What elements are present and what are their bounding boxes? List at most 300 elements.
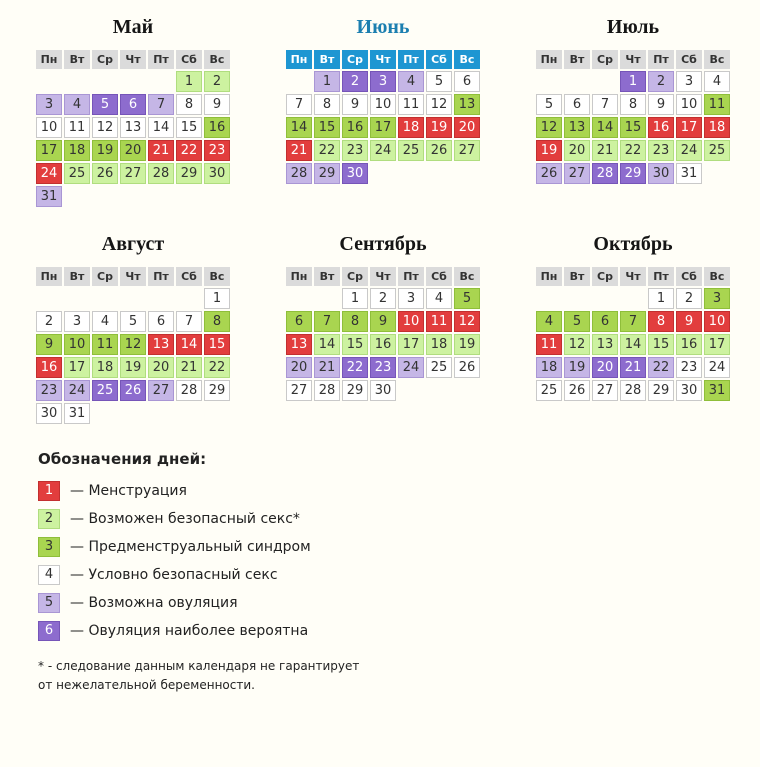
day-cell: 21 (176, 357, 202, 378)
weekday-header: Ср (592, 50, 618, 69)
day-cell: 17 (64, 357, 90, 378)
empty-cell (620, 288, 646, 309)
day-cell: 26 (92, 163, 118, 184)
day-cell: 20 (592, 357, 618, 378)
day-cell: 9 (204, 94, 230, 115)
weekday-header: Вс (704, 267, 730, 286)
day-cell: 17 (398, 334, 424, 355)
weekday-header: Сб (676, 267, 702, 286)
day-cell: 28 (148, 163, 174, 184)
empty-cell (36, 71, 62, 92)
weekday-header: Сб (426, 267, 452, 286)
day-cell: 16 (342, 117, 368, 138)
legend-swatch: 1 (38, 481, 60, 501)
empty-cell (176, 403, 202, 424)
day-cell: 18 (398, 117, 424, 138)
weekday-header: Вс (204, 267, 230, 286)
day-cell: 22 (204, 357, 230, 378)
day-cell: 6 (454, 71, 480, 92)
day-cell: 25 (536, 380, 562, 401)
day-cell: 11 (64, 117, 90, 138)
day-cell: 10 (36, 117, 62, 138)
day-cell: 8 (648, 311, 674, 332)
day-cell: 17 (36, 140, 62, 161)
empty-cell (92, 186, 118, 207)
day-cell: 26 (454, 357, 480, 378)
footnote (0, 657, 760, 694)
day-cell: 10 (676, 94, 702, 115)
empty-cell (36, 288, 62, 309)
legend-label: — Овуляция наиболее вероятна (70, 623, 309, 639)
day-cell: 9 (342, 94, 368, 115)
day-cell: 15 (176, 117, 202, 138)
month-table (34, 265, 232, 426)
legend-label: — Возможна овуляция (70, 595, 238, 611)
weekday-header: Чт (620, 50, 646, 69)
day-cell: 4 (426, 288, 452, 309)
day-cell: 29 (620, 163, 646, 184)
day-cell: 22 (620, 140, 646, 161)
day-cell: 24 (64, 380, 90, 401)
legend-swatch: 5 (38, 593, 60, 613)
day-cell: 20 (120, 140, 146, 161)
day-cell: 2 (676, 288, 702, 309)
month-table (284, 48, 482, 186)
empty-cell (64, 288, 90, 309)
empty-cell (120, 403, 146, 424)
legend-items (38, 481, 760, 641)
day-cell: 12 (454, 311, 480, 332)
legend (0, 450, 760, 641)
day-cell: 23 (676, 357, 702, 378)
day-cell: 27 (120, 163, 146, 184)
day-cell: 5 (92, 94, 118, 115)
weekday-header: Чт (120, 267, 146, 286)
day-cell: 22 (648, 357, 674, 378)
day-cell: 6 (592, 311, 618, 332)
empty-cell (426, 163, 452, 184)
day-cell: 4 (92, 311, 118, 332)
day-cell: 1 (648, 288, 674, 309)
day-cell: 11 (704, 94, 730, 115)
day-cell: 20 (286, 357, 312, 378)
empty-cell (370, 163, 396, 184)
day-cell: 25 (704, 140, 730, 161)
day-cell: 25 (64, 163, 90, 184)
day-cell: 11 (426, 311, 452, 332)
empty-cell (426, 380, 452, 401)
weekday-header: Вт (314, 50, 340, 69)
day-cell: 13 (564, 117, 590, 138)
day-cell: 27 (564, 163, 590, 184)
day-cell: 8 (342, 311, 368, 332)
weekday-header: Пн (36, 267, 62, 286)
empty-cell (64, 186, 90, 207)
empty-cell (592, 71, 618, 92)
day-cell: 23 (370, 357, 396, 378)
weekday-header: Пн (286, 267, 312, 286)
legend-label: — Менструация (70, 483, 187, 499)
day-cell: 27 (286, 380, 312, 401)
day-cell: 7 (620, 311, 646, 332)
day-cell: 1 (342, 288, 368, 309)
weekday-header: Ср (342, 50, 368, 69)
month-table (534, 48, 732, 186)
legend-label: — Предменструальный синдром (70, 539, 311, 555)
empty-cell (92, 288, 118, 309)
empty-cell (120, 288, 146, 309)
day-cell: 3 (676, 71, 702, 92)
weekday-header: Сб (176, 50, 202, 69)
legend-item (38, 621, 760, 641)
empty-cell (536, 71, 562, 92)
day-cell: 23 (342, 140, 368, 161)
day-cell: 12 (92, 117, 118, 138)
day-cell: 29 (176, 163, 202, 184)
weekday-header: Чт (370, 50, 396, 69)
day-cell: 5 (426, 71, 452, 92)
day-cell: 18 (704, 117, 730, 138)
day-cell: 30 (204, 163, 230, 184)
day-cell: 1 (204, 288, 230, 309)
day-cell: 18 (536, 357, 562, 378)
day-cell: 9 (370, 311, 396, 332)
day-cell: 19 (426, 117, 452, 138)
month-4 (30, 223, 236, 426)
day-cell: 11 (92, 334, 118, 355)
day-cell: 15 (204, 334, 230, 355)
day-cell: 20 (148, 357, 174, 378)
day-cell: 31 (704, 380, 730, 401)
weekday-header: Пн (536, 50, 562, 69)
day-cell: 2 (342, 71, 368, 92)
day-cell: 18 (426, 334, 452, 355)
day-cell: 19 (454, 334, 480, 355)
day-cell: 28 (620, 380, 646, 401)
day-cell: 29 (342, 380, 368, 401)
legend-swatch: 4 (38, 565, 60, 585)
day-cell: 10 (398, 311, 424, 332)
day-cell: 31 (36, 186, 62, 207)
legend-item (38, 565, 760, 585)
month-title: Сентябрь (339, 233, 427, 255)
legend-item (38, 593, 760, 613)
empty-cell (286, 71, 312, 92)
day-cell: 26 (426, 140, 452, 161)
day-cell: 10 (370, 94, 396, 115)
day-cell: 2 (36, 311, 62, 332)
day-cell: 23 (36, 380, 62, 401)
legend-label: — Условно безопасный секс (70, 567, 278, 583)
day-cell: 21 (314, 357, 340, 378)
day-cell: 18 (92, 357, 118, 378)
weekday-header: Сб (176, 267, 202, 286)
day-cell: 4 (64, 94, 90, 115)
day-cell: 26 (564, 380, 590, 401)
day-cell: 30 (342, 163, 368, 184)
day-cell: 9 (36, 334, 62, 355)
day-cell: 18 (64, 140, 90, 161)
empty-cell (564, 71, 590, 92)
weekday-header: Пт (648, 267, 674, 286)
empty-cell (398, 380, 424, 401)
day-cell: 12 (564, 334, 590, 355)
month-table (34, 48, 232, 209)
weekday-header: Вт (564, 267, 590, 286)
day-cell: 3 (398, 288, 424, 309)
day-cell: 15 (314, 117, 340, 138)
day-cell: 30 (648, 163, 674, 184)
day-cell: 31 (64, 403, 90, 424)
empty-cell (120, 186, 146, 207)
day-cell: 3 (64, 311, 90, 332)
day-cell: 30 (36, 403, 62, 424)
day-cell: 3 (704, 288, 730, 309)
day-cell: 5 (120, 311, 146, 332)
day-cell: 23 (204, 140, 230, 161)
legend-swatch: 3 (38, 537, 60, 557)
month-6 (530, 223, 736, 426)
day-cell: 13 (592, 334, 618, 355)
day-cell: 25 (426, 357, 452, 378)
day-cell: 24 (398, 357, 424, 378)
month-title: Июль (606, 16, 660, 38)
day-cell: 24 (370, 140, 396, 161)
day-cell: 25 (92, 380, 118, 401)
weekday-header: Ср (592, 267, 618, 286)
legend-item (38, 509, 760, 529)
month-table (534, 265, 732, 403)
month-3 (530, 6, 736, 209)
day-cell: 7 (314, 311, 340, 332)
empty-cell (120, 71, 146, 92)
day-cell: 2 (370, 288, 396, 309)
day-cell: 26 (536, 163, 562, 184)
day-cell: 29 (314, 163, 340, 184)
day-cell: 23 (648, 140, 674, 161)
day-cell: 15 (620, 117, 646, 138)
empty-cell (92, 403, 118, 424)
weekday-header: Вс (454, 50, 480, 69)
day-cell: 17 (676, 117, 702, 138)
day-cell: 17 (704, 334, 730, 355)
day-cell: 4 (704, 71, 730, 92)
day-cell: 3 (370, 71, 396, 92)
day-cell: 29 (648, 380, 674, 401)
legend-swatch: 2 (38, 509, 60, 529)
weekday-header: Ср (342, 267, 368, 286)
day-cell: 27 (592, 380, 618, 401)
empty-cell (148, 288, 174, 309)
day-cell: 30 (370, 380, 396, 401)
day-cell: 13 (286, 334, 312, 355)
day-cell: 14 (620, 334, 646, 355)
day-cell: 19 (536, 140, 562, 161)
weekday-header: Чт (370, 267, 396, 286)
weekday-header: Вс (704, 50, 730, 69)
day-cell: 5 (564, 311, 590, 332)
day-cell: 4 (398, 71, 424, 92)
day-cell: 20 (454, 117, 480, 138)
weekday-header: Пт (398, 267, 424, 286)
day-cell: 14 (148, 117, 174, 138)
month-title: Октябрь (593, 233, 673, 255)
day-cell: 8 (314, 94, 340, 115)
day-cell: 6 (286, 311, 312, 332)
day-cell: 10 (704, 311, 730, 332)
empty-cell (704, 163, 730, 184)
day-cell: 27 (148, 380, 174, 401)
empty-cell (592, 288, 618, 309)
weekday-header: Ср (92, 267, 118, 286)
day-cell: 6 (148, 311, 174, 332)
day-cell: 14 (592, 117, 618, 138)
legend-item (38, 481, 760, 501)
day-cell: 29 (204, 380, 230, 401)
weekday-header: Вт (64, 267, 90, 286)
day-cell: 19 (92, 140, 118, 161)
legend-swatch: 6 (38, 621, 60, 641)
day-cell: 1 (314, 71, 340, 92)
day-cell: 22 (314, 140, 340, 161)
month-5 (280, 223, 486, 426)
empty-cell (398, 163, 424, 184)
weekday-header: Сб (426, 50, 452, 69)
day-cell: 28 (176, 380, 202, 401)
day-cell: 2 (648, 71, 674, 92)
day-cell: 6 (564, 94, 590, 115)
day-cell: 28 (314, 380, 340, 401)
month-table (284, 265, 482, 403)
day-cell: 16 (370, 334, 396, 355)
empty-cell (204, 403, 230, 424)
day-cell: 19 (120, 357, 146, 378)
day-cell: 16 (204, 117, 230, 138)
empty-cell (176, 288, 202, 309)
empty-cell (454, 163, 480, 184)
day-cell: 1 (620, 71, 646, 92)
weekday-header: Пт (398, 50, 424, 69)
empty-cell (564, 288, 590, 309)
empty-cell (148, 403, 174, 424)
weekday-header: Ср (92, 50, 118, 69)
weekday-header: Пт (648, 50, 674, 69)
day-cell: 5 (454, 288, 480, 309)
empty-cell (454, 380, 480, 401)
day-cell: 11 (536, 334, 562, 355)
day-cell: 9 (648, 94, 674, 115)
empty-cell (536, 288, 562, 309)
legend-item (38, 537, 760, 557)
day-cell: 24 (676, 140, 702, 161)
day-cell: 14 (314, 334, 340, 355)
weekday-header: Пн (536, 267, 562, 286)
day-cell: 28 (286, 163, 312, 184)
day-cell: 25 (398, 140, 424, 161)
day-cell: 11 (398, 94, 424, 115)
day-cell: 21 (148, 140, 174, 161)
month-2 (280, 6, 486, 209)
day-cell: 8 (176, 94, 202, 115)
day-cell: 21 (592, 140, 618, 161)
day-cell: 14 (176, 334, 202, 355)
day-cell: 22 (342, 357, 368, 378)
empty-cell (92, 71, 118, 92)
month-title: Май (112, 16, 154, 38)
day-cell: 24 (704, 357, 730, 378)
day-cell: 12 (120, 334, 146, 355)
weekday-header: Пн (36, 50, 62, 69)
day-cell: 26 (120, 380, 146, 401)
month-1 (30, 6, 236, 209)
day-cell: 16 (676, 334, 702, 355)
footnote-line-2: от нежелательной беременности. (38, 677, 255, 692)
weekday-header: Вс (454, 267, 480, 286)
empty-cell (148, 71, 174, 92)
day-cell: 6 (120, 94, 146, 115)
day-cell: 27 (454, 140, 480, 161)
day-cell: 7 (148, 94, 174, 115)
day-cell: 15 (342, 334, 368, 355)
weekday-header: Сб (676, 50, 702, 69)
month-title: Август (101, 233, 165, 255)
empty-cell (314, 288, 340, 309)
day-cell: 4 (536, 311, 562, 332)
day-cell: 8 (204, 311, 230, 332)
day-cell: 20 (564, 140, 590, 161)
weekday-header: Вт (564, 50, 590, 69)
legend-title: Обозначения дней: (38, 450, 207, 468)
footnote-line-1: * - следование данным календаря не гарантирует (38, 659, 360, 673)
weekday-header: Пт (148, 50, 174, 69)
day-cell: 3 (36, 94, 62, 115)
day-cell: 22 (176, 140, 202, 161)
weekday-header: Пт (148, 267, 174, 286)
day-cell: 13 (148, 334, 174, 355)
empty-cell (204, 186, 230, 207)
day-cell: 1 (176, 71, 202, 92)
weekday-header: Вт (64, 50, 90, 69)
day-cell: 8 (620, 94, 646, 115)
day-cell: 21 (620, 357, 646, 378)
day-cell: 19 (564, 357, 590, 378)
day-cell: 5 (536, 94, 562, 115)
empty-cell (286, 288, 312, 309)
empty-cell (148, 186, 174, 207)
weekday-header: Чт (120, 50, 146, 69)
weekday-header: Вс (204, 50, 230, 69)
day-cell: 9 (676, 311, 702, 332)
day-cell: 7 (592, 94, 618, 115)
weekday-header: Чт (620, 267, 646, 286)
day-cell: 15 (648, 334, 674, 355)
weekday-header: Пн (286, 50, 312, 69)
day-cell: 16 (36, 357, 62, 378)
day-cell: 10 (64, 334, 90, 355)
day-cell: 30 (676, 380, 702, 401)
weekday-header: Вт (314, 267, 340, 286)
day-cell: 12 (536, 117, 562, 138)
empty-cell (64, 71, 90, 92)
day-cell: 2 (204, 71, 230, 92)
day-cell: 7 (176, 311, 202, 332)
day-cell: 14 (286, 117, 312, 138)
day-cell: 13 (454, 94, 480, 115)
day-cell: 12 (426, 94, 452, 115)
day-cell: 31 (676, 163, 702, 184)
day-cell: 17 (370, 117, 396, 138)
day-cell: 13 (120, 117, 146, 138)
